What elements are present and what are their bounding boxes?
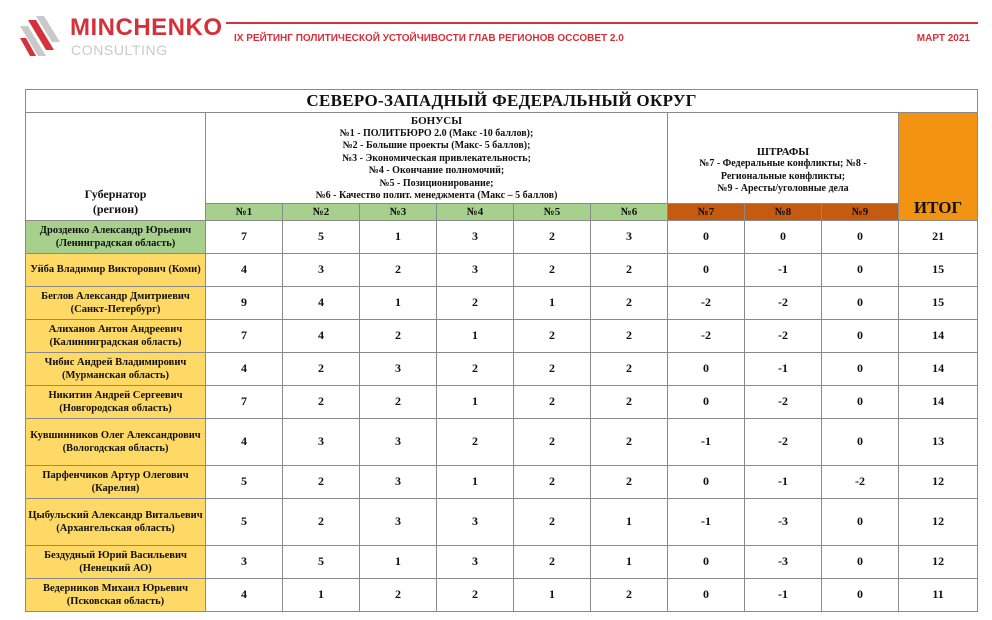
score-cell: 3 <box>360 352 437 385</box>
score-cell: 2 <box>283 498 360 545</box>
column-header: №5 <box>514 203 591 220</box>
score-cell: 2 <box>514 253 591 286</box>
score-cell: 4 <box>206 352 283 385</box>
score-cell: 2 <box>591 385 668 418</box>
table-row <box>26 220 978 253</box>
score-cell: 1 <box>437 319 514 352</box>
score-cell: 2 <box>437 286 514 319</box>
score-cell: 0 <box>668 352 745 385</box>
score-cell: 7 <box>206 319 283 352</box>
score-cell: 3 <box>283 418 360 465</box>
governor-cell: Беглов Александр Дмитриевич (Санкт-Петербург) <box>26 286 206 319</box>
score-cell: 0 <box>822 220 899 253</box>
score-cell: -1 <box>745 253 822 286</box>
total-cell: 15 <box>899 253 978 286</box>
score-cell: 3 <box>360 465 437 498</box>
score-cell: -2 <box>745 286 822 319</box>
score-cell: 0 <box>668 220 745 253</box>
governor-column-header <box>26 113 206 221</box>
governor-cell: Бездудный Юрий Васильевич (Ненецкий АО) <box>26 545 206 578</box>
bonus-line: №5 - Позиционирование; <box>379 177 494 189</box>
table-row <box>26 319 978 352</box>
penalty-header <box>668 113 899 204</box>
table-row <box>26 253 978 286</box>
score-cell: 3 <box>437 253 514 286</box>
bonus-line: №6 - Качество полит. менеджмента (Макс – 5 баллов) <box>315 190 558 201</box>
score-cell: -2 <box>745 418 822 465</box>
score-cell: 2 <box>360 253 437 286</box>
column-header: №3 <box>360 203 437 220</box>
penalty-title: ШТРАФЫ <box>756 145 810 158</box>
table-row <box>26 498 978 545</box>
total-cell: 14 <box>899 352 978 385</box>
score-cell: 2 <box>514 352 591 385</box>
score-cell: 2 <box>591 465 668 498</box>
score-cell: 0 <box>822 253 899 286</box>
table-row <box>26 545 978 578</box>
score-cell: 3 <box>360 418 437 465</box>
score-cell: 2 <box>283 385 360 418</box>
score-cell: -2 <box>668 319 745 352</box>
bonus-line: №2 - Большие проекты (Макс- 5 баллов); <box>342 140 531 151</box>
score-cell: 0 <box>668 385 745 418</box>
score-cell: -1 <box>668 498 745 545</box>
total-cell: 14 <box>899 319 978 352</box>
score-cell: 5 <box>283 545 360 578</box>
score-cell: -3 <box>745 498 822 545</box>
total-cell: 13 <box>899 418 978 465</box>
score-cell: 2 <box>437 352 514 385</box>
score-cell: 1 <box>591 545 668 578</box>
score-cell: 4 <box>206 418 283 465</box>
score-cell: 1 <box>283 578 360 611</box>
score-cell: 2 <box>514 498 591 545</box>
score-cell: 2 <box>360 319 437 352</box>
table-row <box>26 286 978 319</box>
column-header: №9 <box>822 203 899 220</box>
score-cell: 1 <box>514 286 591 319</box>
score-cell: 2 <box>283 352 360 385</box>
bonus-title: БОНУСЫ <box>410 115 463 127</box>
report-date: МАРТ 2021 <box>916 33 970 44</box>
score-cell: -3 <box>745 545 822 578</box>
score-cell: 3 <box>206 545 283 578</box>
table-row <box>26 465 978 498</box>
score-cell: 2 <box>591 319 668 352</box>
rating-table <box>25 89 978 612</box>
score-cell: -2 <box>668 286 745 319</box>
penalty-line: №7 - Федеральные конфликты; №8 - <box>699 158 867 170</box>
bonus-header <box>206 113 668 204</box>
score-cell: 0 <box>668 578 745 611</box>
governor-cell: Никитин Андрей Сергеевич (Новгородская область) <box>26 385 206 418</box>
score-cell: 0 <box>822 352 899 385</box>
score-cell: 4 <box>206 578 283 611</box>
score-cell: 0 <box>822 498 899 545</box>
score-cell: 2 <box>514 545 591 578</box>
score-cell: 2 <box>591 578 668 611</box>
region-header-label: (регион) <box>92 201 139 216</box>
bonus-line: №3 - Экономическая привлекательность; <box>342 152 531 164</box>
total-cell: 11 <box>899 578 978 611</box>
column-header: №8 <box>745 203 822 220</box>
score-cell: 7 <box>206 220 283 253</box>
bonus-line: №4 - Окончание полномочий; <box>368 165 505 176</box>
table-row <box>26 385 978 418</box>
score-cell: 9 <box>206 286 283 319</box>
score-cell: 2 <box>514 465 591 498</box>
score-cell: 2 <box>283 465 360 498</box>
score-cell: 4 <box>283 319 360 352</box>
total-cell: 12 <box>899 545 978 578</box>
column-header: №2 <box>283 203 360 220</box>
score-cell: -2 <box>745 385 822 418</box>
score-cell: 2 <box>591 352 668 385</box>
report-title: IX РЕЙТИНГ ПОЛИТИЧЕСКОЙ УСТОЙЧИВОСТИ ГЛАВ РЕГИОНОВ ОССОВЕТ 2.0 <box>234 33 624 44</box>
total-cell: 15 <box>899 286 978 319</box>
score-cell: 1 <box>360 286 437 319</box>
governor-cell: Цыбульский Александр Витальевич (Архангельская область) <box>26 498 206 545</box>
column-header: №6 <box>591 203 668 220</box>
score-cell: 1 <box>360 545 437 578</box>
penalty-line: №9 - Аресты/уголовные дела <box>717 183 849 195</box>
governor-cell: Кувшинников Олег Александрович (Вологодская область) <box>26 418 206 465</box>
score-cell: 0 <box>822 418 899 465</box>
header-divider <box>226 22 978 24</box>
score-cell: 5 <box>206 465 283 498</box>
score-cell: -1 <box>745 465 822 498</box>
score-cell: 7 <box>206 385 283 418</box>
column-header: №1 <box>206 203 283 220</box>
table-row <box>26 578 978 611</box>
total-cell: 12 <box>899 498 978 545</box>
score-cell: 5 <box>283 220 360 253</box>
score-cell: 5 <box>206 498 283 545</box>
minchenko-logo-icon <box>20 16 64 56</box>
bonus-line: №1 - ПОЛИТБЮРО 2.0 (Макс -10 баллов); <box>339 127 534 139</box>
score-cell: 2 <box>591 286 668 319</box>
score-cell: 3 <box>360 498 437 545</box>
governor-header-label: Губернатор <box>84 186 147 201</box>
score-cell: 0 <box>668 465 745 498</box>
governor-cell: Парфенчиков Артур Олегович (Карелия) <box>26 465 206 498</box>
score-cell: 3 <box>437 498 514 545</box>
score-cell: 2 <box>514 319 591 352</box>
score-cell: 2 <box>514 385 591 418</box>
score-cell: 0 <box>822 545 899 578</box>
total-cell: 12 <box>899 465 978 498</box>
score-cell: 0 <box>822 319 899 352</box>
score-cell: 3 <box>437 220 514 253</box>
score-cell: 0 <box>822 385 899 418</box>
governor-cell: Чибис Андрей Владимирович (Мурманская область) <box>26 352 206 385</box>
score-cell: 3 <box>437 545 514 578</box>
score-cell: 1 <box>360 220 437 253</box>
score-cell: 2 <box>437 578 514 611</box>
score-cell: -1 <box>668 418 745 465</box>
score-cell: -1 <box>745 578 822 611</box>
brand-subtitle: CONSULTING <box>71 42 168 58</box>
score-cell: 3 <box>283 253 360 286</box>
brand-name: MINCHENKO <box>70 14 223 41</box>
total-cell: 21 <box>899 220 978 253</box>
score-cell: 1 <box>514 578 591 611</box>
score-cell: 2 <box>360 385 437 418</box>
governor-cell: Уйба Владимир Викторович (Коми) <box>26 253 206 286</box>
score-cell: 1 <box>437 385 514 418</box>
table-row <box>26 418 978 465</box>
score-cell: 1 <box>591 498 668 545</box>
score-cell: 4 <box>283 286 360 319</box>
penalty-line: Региональные конфликты; <box>720 170 846 182</box>
score-cell: 0 <box>745 220 822 253</box>
district-title: СЕВЕРО-ЗАПАДНЫЙ ФЕДЕРАЛЬНЫЙ ОКРУГ <box>26 90 978 113</box>
score-cell: 0 <box>668 545 745 578</box>
score-cell: 0 <box>822 578 899 611</box>
score-cell: 2 <box>591 418 668 465</box>
score-cell: 3 <box>591 220 668 253</box>
governor-cell: Алиханов Антон Андреевич (Калининградская область) <box>26 319 206 352</box>
governor-cell: Ведерников Михаил Юрьевич (Псковская область) <box>26 578 206 611</box>
page-header <box>0 0 992 70</box>
score-cell: 0 <box>822 286 899 319</box>
score-cell: 2 <box>360 578 437 611</box>
score-cell: 1 <box>437 465 514 498</box>
score-cell: 2 <box>514 418 591 465</box>
score-cell: -2 <box>822 465 899 498</box>
score-cell: -1 <box>745 352 822 385</box>
score-cell: 2 <box>591 253 668 286</box>
column-header: №4 <box>437 203 514 220</box>
governor-cell: Дрозденко Александр Юрьевич (Ленинградская область) <box>26 220 206 253</box>
column-header: №7 <box>668 203 745 220</box>
score-cell: 2 <box>514 220 591 253</box>
score-cell: 2 <box>437 418 514 465</box>
total-column-header: ИТОГ <box>899 113 978 221</box>
score-cell: 0 <box>668 253 745 286</box>
score-cell: -2 <box>745 319 822 352</box>
total-cell: 14 <box>899 385 978 418</box>
score-cell: 4 <box>206 253 283 286</box>
table-row <box>26 352 978 385</box>
